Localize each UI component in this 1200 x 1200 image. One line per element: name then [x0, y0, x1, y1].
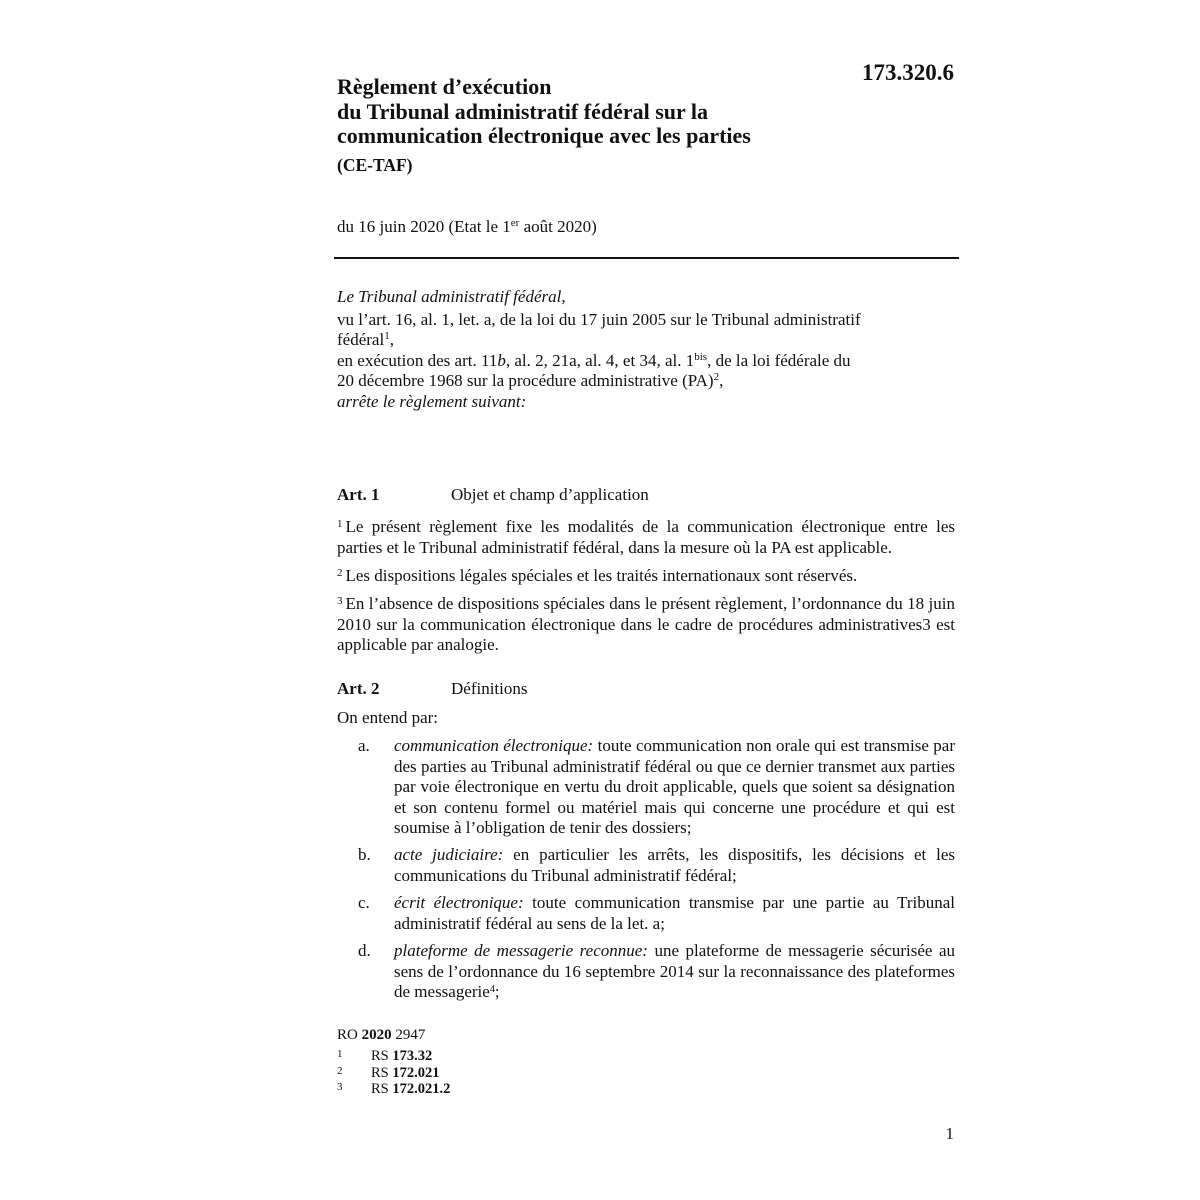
preamble-decree: arrête le règlement suivant:: [337, 391, 527, 411]
page-number: 1: [945, 1124, 954, 1143]
document-date: [337, 217, 597, 237]
title-line: communication électronique avec les parties: [337, 123, 751, 148]
document-number: 173.320.6: [862, 60, 954, 85]
definition-text: en particulier les arrêts, les dispositifs, les décisions et les communications du Tribunal administratif fédéral;: [394, 845, 956, 885]
definition-text: une plateforme de messagerie sécurisée au sens de l’ordonnance du 16 septembre 2014 sur la reconnaissance des plateformes de messagerie: [394, 941, 955, 1001]
paragraph-number: 3: [337, 595, 343, 607]
title-line: du Tribunal administratif fédéral sur la: [337, 98, 708, 124]
paragraph-text: Le présent règlement fixe les modalités de la communication électronique entre les parties et le Tribunal administratif fédéral, dans la mesure où la PA est applicable.: [337, 517, 955, 557]
definition-text: toute communication transmise par une partie au Tribunal administratif fédéral au sens de la let. a;: [394, 893, 955, 933]
official-compilation-ref: [337, 1027, 425, 1044]
preamble-text: b: [497, 350, 506, 370]
preamble-line: vu l’art. 16, al. 1, let. a, de la loi du 17 juin 2005 sur le Tribunal administratif: [337, 309, 861, 329]
list-item: [358, 736, 955, 839]
preamble-text: , al. 2, 21a, al. 4, et 34, al. 1: [505, 350, 695, 370]
article-heading: [337, 679, 528, 699]
footnote-ref-number: 172.021: [392, 1065, 440, 1081]
footnote: [337, 1080, 450, 1097]
ro-page: 2947: [391, 1027, 426, 1043]
definition-end: ;: [494, 982, 500, 1001]
preamble-text: , de la loi fédérale du: [707, 350, 851, 370]
defined-term: communication électronique:: [394, 736, 594, 755]
footnote-prefix: RS: [371, 1081, 393, 1097]
footnote-ref-number: 172.021.2: [392, 1081, 451, 1097]
superscript: bis: [694, 350, 708, 363]
footnote-prefix: RS: [371, 1048, 393, 1064]
defined-term: plateforme de messagerie reconnue:: [394, 941, 648, 960]
footnote-prefix: RS: [371, 1065, 393, 1081]
preamble-text: fédéral: [337, 330, 385, 349]
list-item: [358, 845, 955, 886]
article-intro: On entend par:: [337, 708, 439, 727]
preamble-line: [337, 371, 957, 392]
document-title: [337, 75, 857, 149]
article-title: Objet et champ d’application: [451, 485, 649, 504]
paragraph-text: Les dispositions légales spéciales et les traités internationaux sont réservés.: [345, 566, 858, 585]
date-suffix: août 2020): [519, 217, 597, 236]
preamble-line: [337, 351, 957, 372]
article-number: Art. 1: [337, 485, 380, 504]
preamble-text: 20 décembre 1968 sur la procédure administrative (PA): [337, 371, 714, 390]
preamble-text: ,: [389, 330, 394, 349]
date-prefix: du 16 juin 2020 (Etat le 1: [337, 217, 511, 236]
footnote-ref[interactable]: 2: [713, 371, 720, 383]
article-title: Définitions: [451, 679, 528, 698]
date-superscript: er: [510, 217, 520, 229]
list-letter: b.: [358, 845, 371, 864]
footnote-ref[interactable]: 4: [489, 984, 495, 995]
title-line: Règlement d’exécution: [337, 74, 552, 99]
list-letter: d.: [358, 941, 371, 960]
ro-year: 2020: [361, 1027, 392, 1043]
footnote-number: 2: [337, 1065, 343, 1077]
defined-term: acte judiciaire:: [394, 845, 504, 864]
article-heading: [337, 485, 649, 505]
list-item: [358, 941, 955, 1003]
paragraph-text: En l’absence de dispositions spéciales dans le présent règlement, l’ordonnance du 18 juin 2010 sur la communication électronique dans le cadre de procédures administratives3 est applicable par analogie.: [337, 594, 955, 654]
list-letter: a.: [358, 736, 370, 755]
article-paragraph: [337, 563, 955, 587]
preamble-text: en exécution des art. 11: [337, 350, 498, 370]
article-paragraph: [337, 514, 955, 558]
preamble-text: ,: [719, 371, 724, 390]
ro-prefix: RO: [337, 1027, 362, 1043]
preamble: [337, 287, 957, 412]
article-paragraph: [337, 591, 955, 656]
defined-term: écrit électronique:: [394, 893, 524, 912]
footnote: [337, 1047, 432, 1064]
footnote-ref[interactable]: 1: [384, 330, 390, 342]
document-abbreviation: (CE-TAF): [337, 155, 413, 175]
footnote: [337, 1064, 440, 1081]
paragraph-number: 1: [337, 518, 343, 530]
preamble-authority: Le Tribunal administratif fédéral,: [337, 287, 566, 306]
list-item: [358, 893, 955, 934]
preamble-line: [337, 330, 957, 351]
paragraph-number: 2: [337, 567, 343, 579]
footnote-ref-number: 173.32: [392, 1048, 433, 1064]
footnote-number: 1: [337, 1048, 343, 1060]
list-letter: c.: [358, 893, 370, 912]
footnote-number: 3: [337, 1081, 343, 1093]
article-number: Art. 2: [337, 679, 380, 698]
header-divider: [334, 257, 959, 259]
definition-text: toute communication non orale qui est transmise par des parties au Tribunal administratif fédéral ou que ce dernier transmet aux parties par voie électronique en vertu du droit applicable, quels que soient sa désignation et son contenu formel ou matériel mais qui concerne une procédure et qui est soumise à l’obligation de tenir des dossiers;: [394, 736, 955, 837]
